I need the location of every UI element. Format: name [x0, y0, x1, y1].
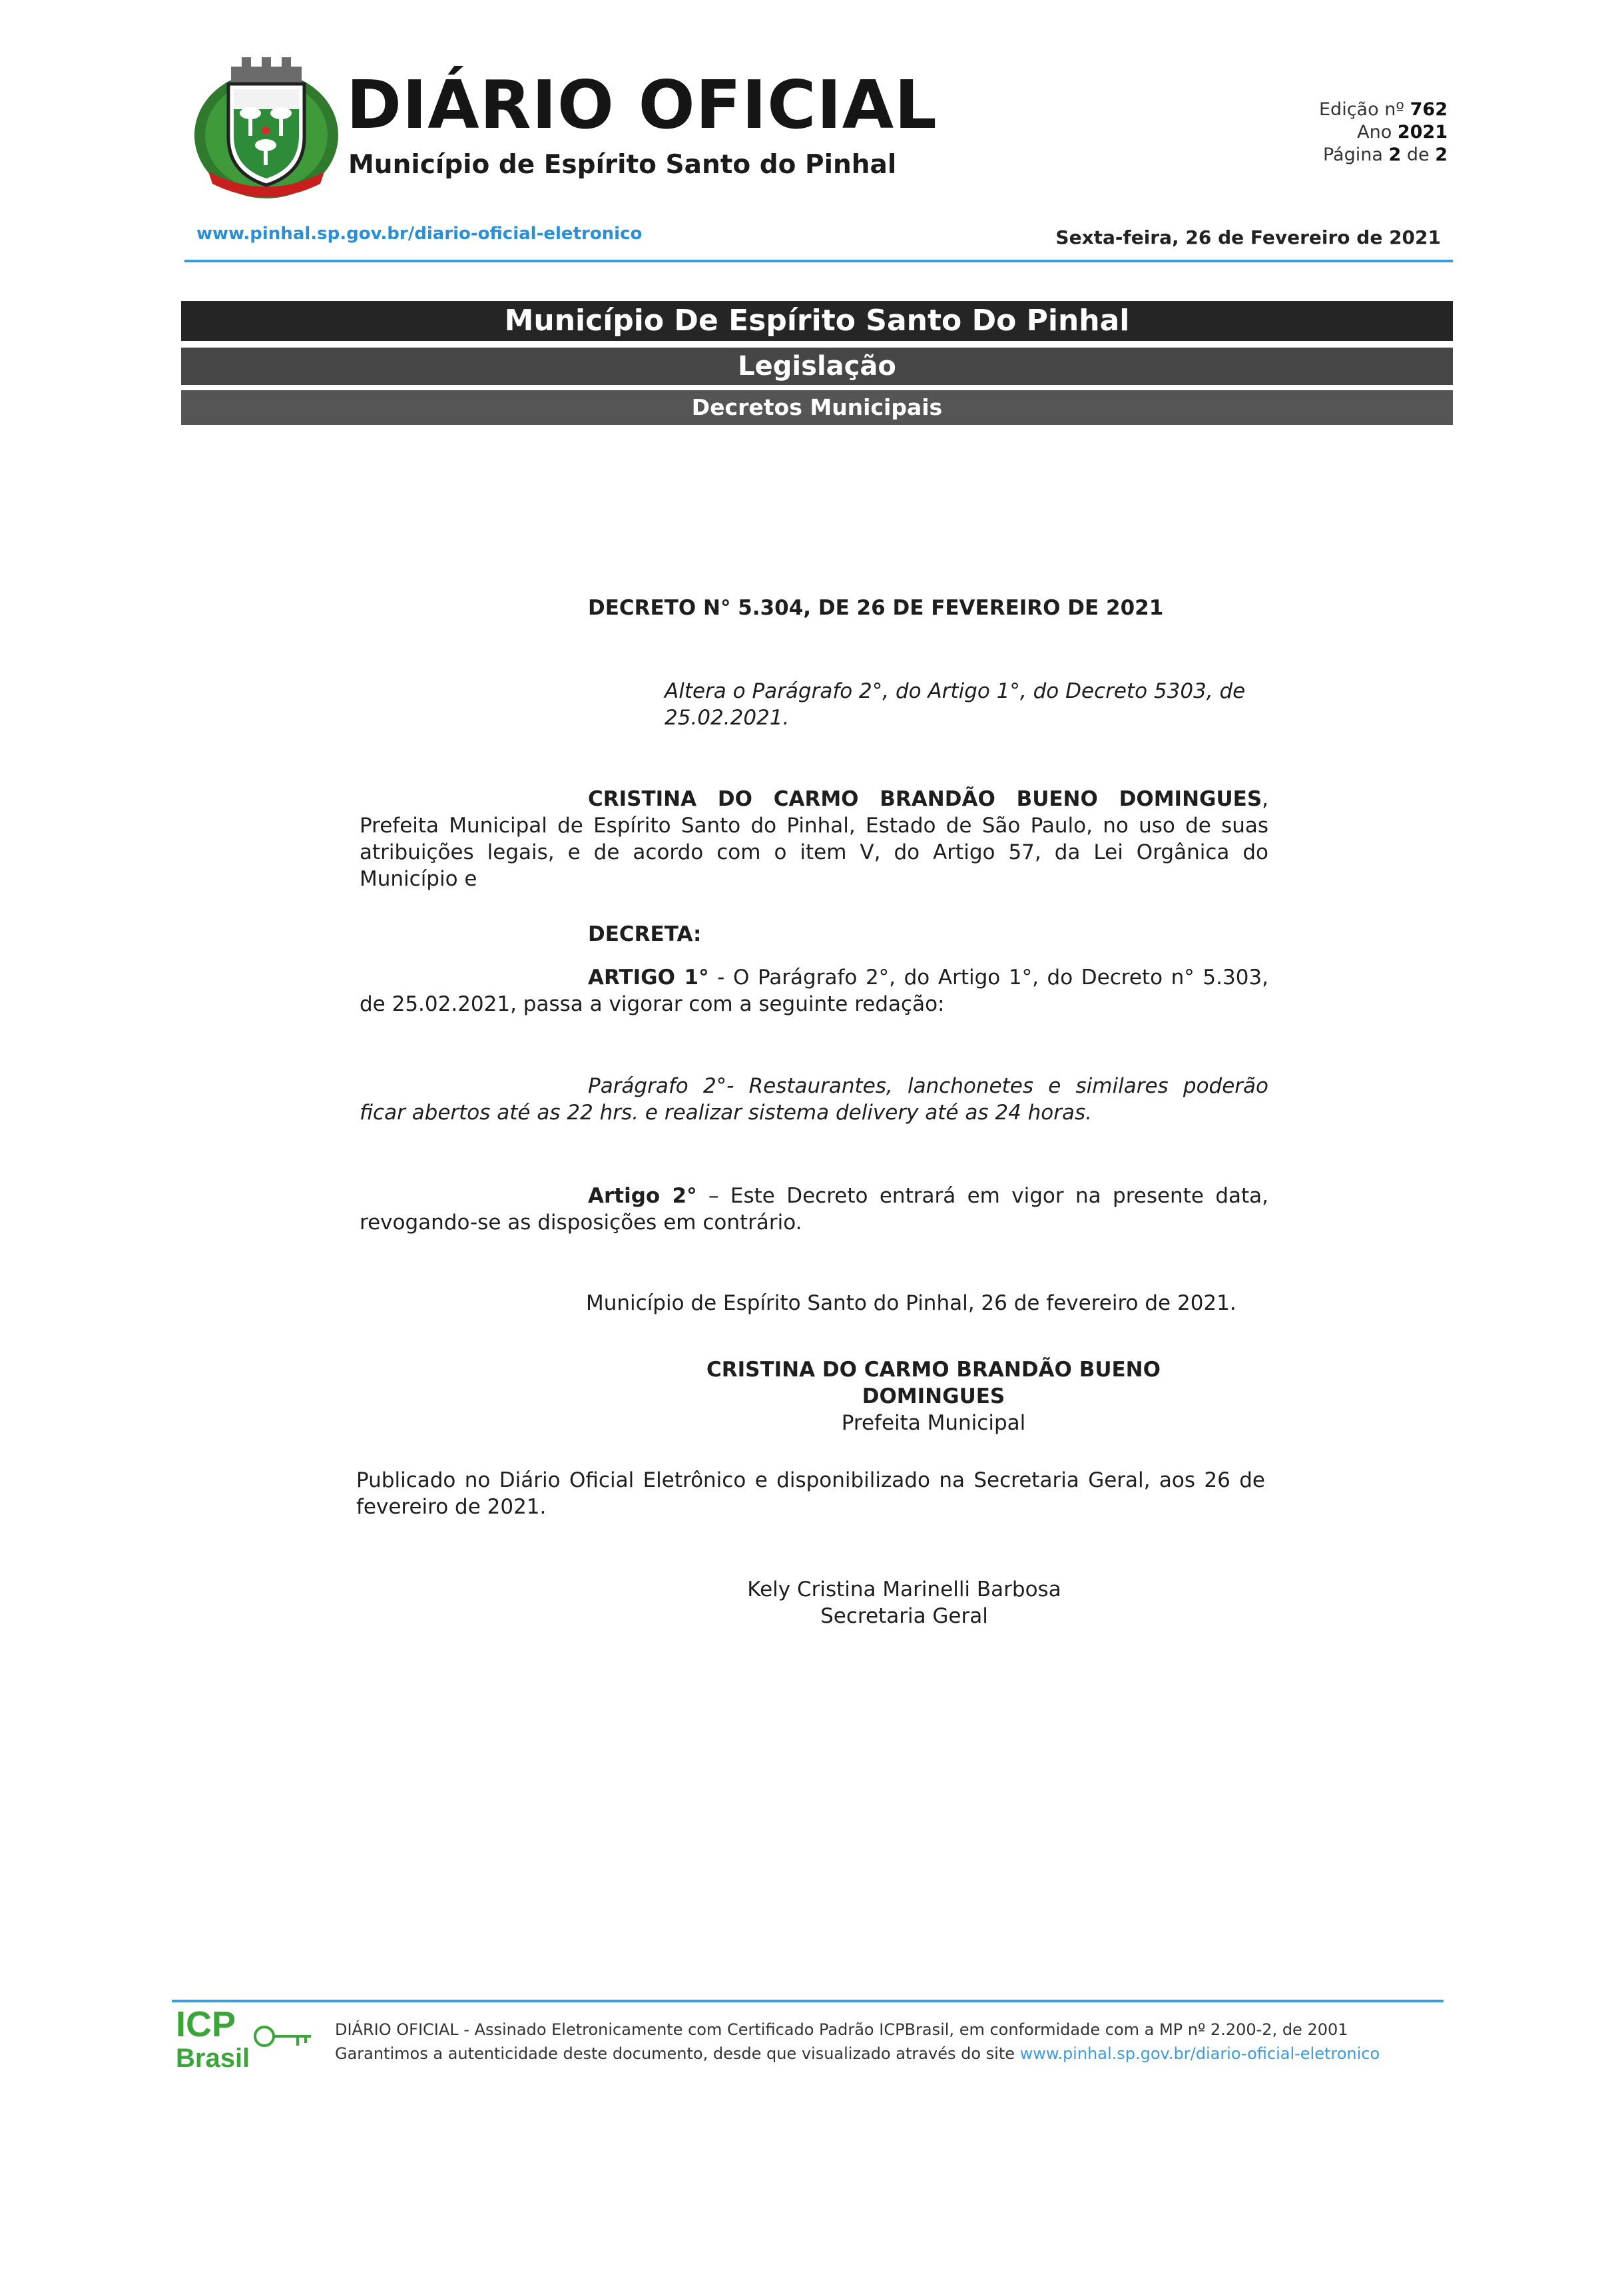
- decreta-heading: DECRETA:: [588, 922, 702, 946]
- footer-line-1: DIÁRIO OFICIAL - Assinado Eletronicamente com Certificado Padrão ICPBrasil, em conformidade com a MP nº 2.200-2, de 2001: [335, 2020, 1348, 2039]
- article-2-label: Artigo 2°: [588, 1184, 697, 1208]
- site-url-link[interactable]: www.pinhal.sp.gov.br/diario-oficial-eletronico: [196, 224, 643, 244]
- preamble-text: , Prefeita Municipal de Espírito Santo do Pinhal, Estado de São Paulo, no uso de suas atribuições legais, e de acordo com o item V, do Artigo 57, da Lei Orgânica do Município e: [360, 787, 1268, 891]
- section-category: Legislação: [181, 348, 1453, 385]
- article-2: [360, 1183, 1268, 1236]
- icp-logo-bottom: Brasil: [176, 2044, 250, 2071]
- publication-title: DIÁRIO OFICIAL: [346, 66, 938, 144]
- icp-logo-top: ICP: [176, 2004, 236, 2044]
- paragraph-2-text: Parágrafo 2°- Restaurantes, lanchonetes e similares poderão ficar abertos até as 22 hrs. e realizar sistema delivery até as 24 horas.: [360, 1074, 1268, 1125]
- article-2-text: – Este Decreto entrará em vigor na presente data, revogando-se as disposições em contrário.: [360, 1184, 1268, 1235]
- footer-site-link[interactable]: www.pinhal.sp.gov.br/diario-oficial-eletronico: [1019, 2044, 1380, 2063]
- decree-preamble: [360, 786, 1268, 892]
- section-municipality: Município De Espírito Santo Do Pinhal: [181, 301, 1453, 341]
- secretary-name: Kely Cristina Marinelli Barbosa: [747, 1578, 1061, 1601]
- edition-info: [1319, 99, 1448, 166]
- secretary-role: Secretaria Geral: [820, 1604, 988, 1628]
- year-value: 2021: [1397, 122, 1448, 143]
- year-label: Ano: [1357, 122, 1392, 143]
- page-of: de: [1406, 144, 1430, 165]
- signer-name: CRISTINA DO CARMO BRANDÃO BUENO DOMINGUES: [706, 1358, 1161, 1408]
- publication-subtitle: Município de Espírito Santo do Pinhal: [348, 150, 897, 180]
- place-and-date: Município de Espírito Santo do Pinhal, 26 de fevereiro de 2021.: [586, 1291, 1236, 1315]
- icp-brasil-logo: [174, 2004, 314, 2071]
- page-label: Página: [1322, 144, 1383, 165]
- mayor-signature-block: [647, 1356, 1220, 1436]
- edition-label: Edição nº: [1319, 99, 1405, 120]
- paragraph-2: [360, 1073, 1268, 1126]
- edition-number: 762: [1410, 99, 1448, 120]
- header-divider: [184, 260, 1453, 262]
- signer-role: Prefeita Municipal: [841, 1411, 1026, 1435]
- article-1-label: ARTIGO 1°: [588, 966, 709, 990]
- article-1: [360, 964, 1268, 1017]
- publication-date: Sexta-feira, 26 de Fevereiro de 2021: [1055, 226, 1441, 248]
- decree-title: DECRETO N° 5.304, DE 26 DE FEVEREIRO DE 2021: [588, 596, 1164, 620]
- section-subcategory: Decretos Municipais: [181, 390, 1453, 425]
- publication-note: Publicado no Diário Oficial Eletrônico e disponibilizado na Secretaria Geral, aos 26 de fevereiro de 2021.: [356, 1468, 1265, 1519]
- key-icon: [255, 2027, 311, 2046]
- page-current: 2: [1388, 144, 1402, 165]
- secretary-signature-block: [738, 1576, 1071, 1629]
- footer-line-2: [335, 2042, 1380, 2066]
- footer-divider: [172, 2000, 1444, 2002]
- page-total: 2: [1435, 144, 1448, 165]
- footer-text: [335, 2018, 1380, 2066]
- footer-line-2-text: Garantimos a autenticidade deste documento, desde que visualizado através do site: [335, 2044, 1020, 2063]
- municipal-coat-of-arms-icon: [190, 52, 343, 202]
- decree-ementa: Altera o Parágrafo 2°, do Artigo 1°, do Decreto 5303, de 25.02.2021.: [665, 679, 1246, 730]
- preamble-name: CRISTINA DO CARMO BRANDÃO BUENO DOMINGUES: [588, 787, 1262, 811]
- article-1-text: - O Parágrafo 2°, do Artigo 1°, do Decreto n° 5.303, de 25.02.2021, passa a vigorar com a seguinte redação:: [360, 966, 1269, 1016]
